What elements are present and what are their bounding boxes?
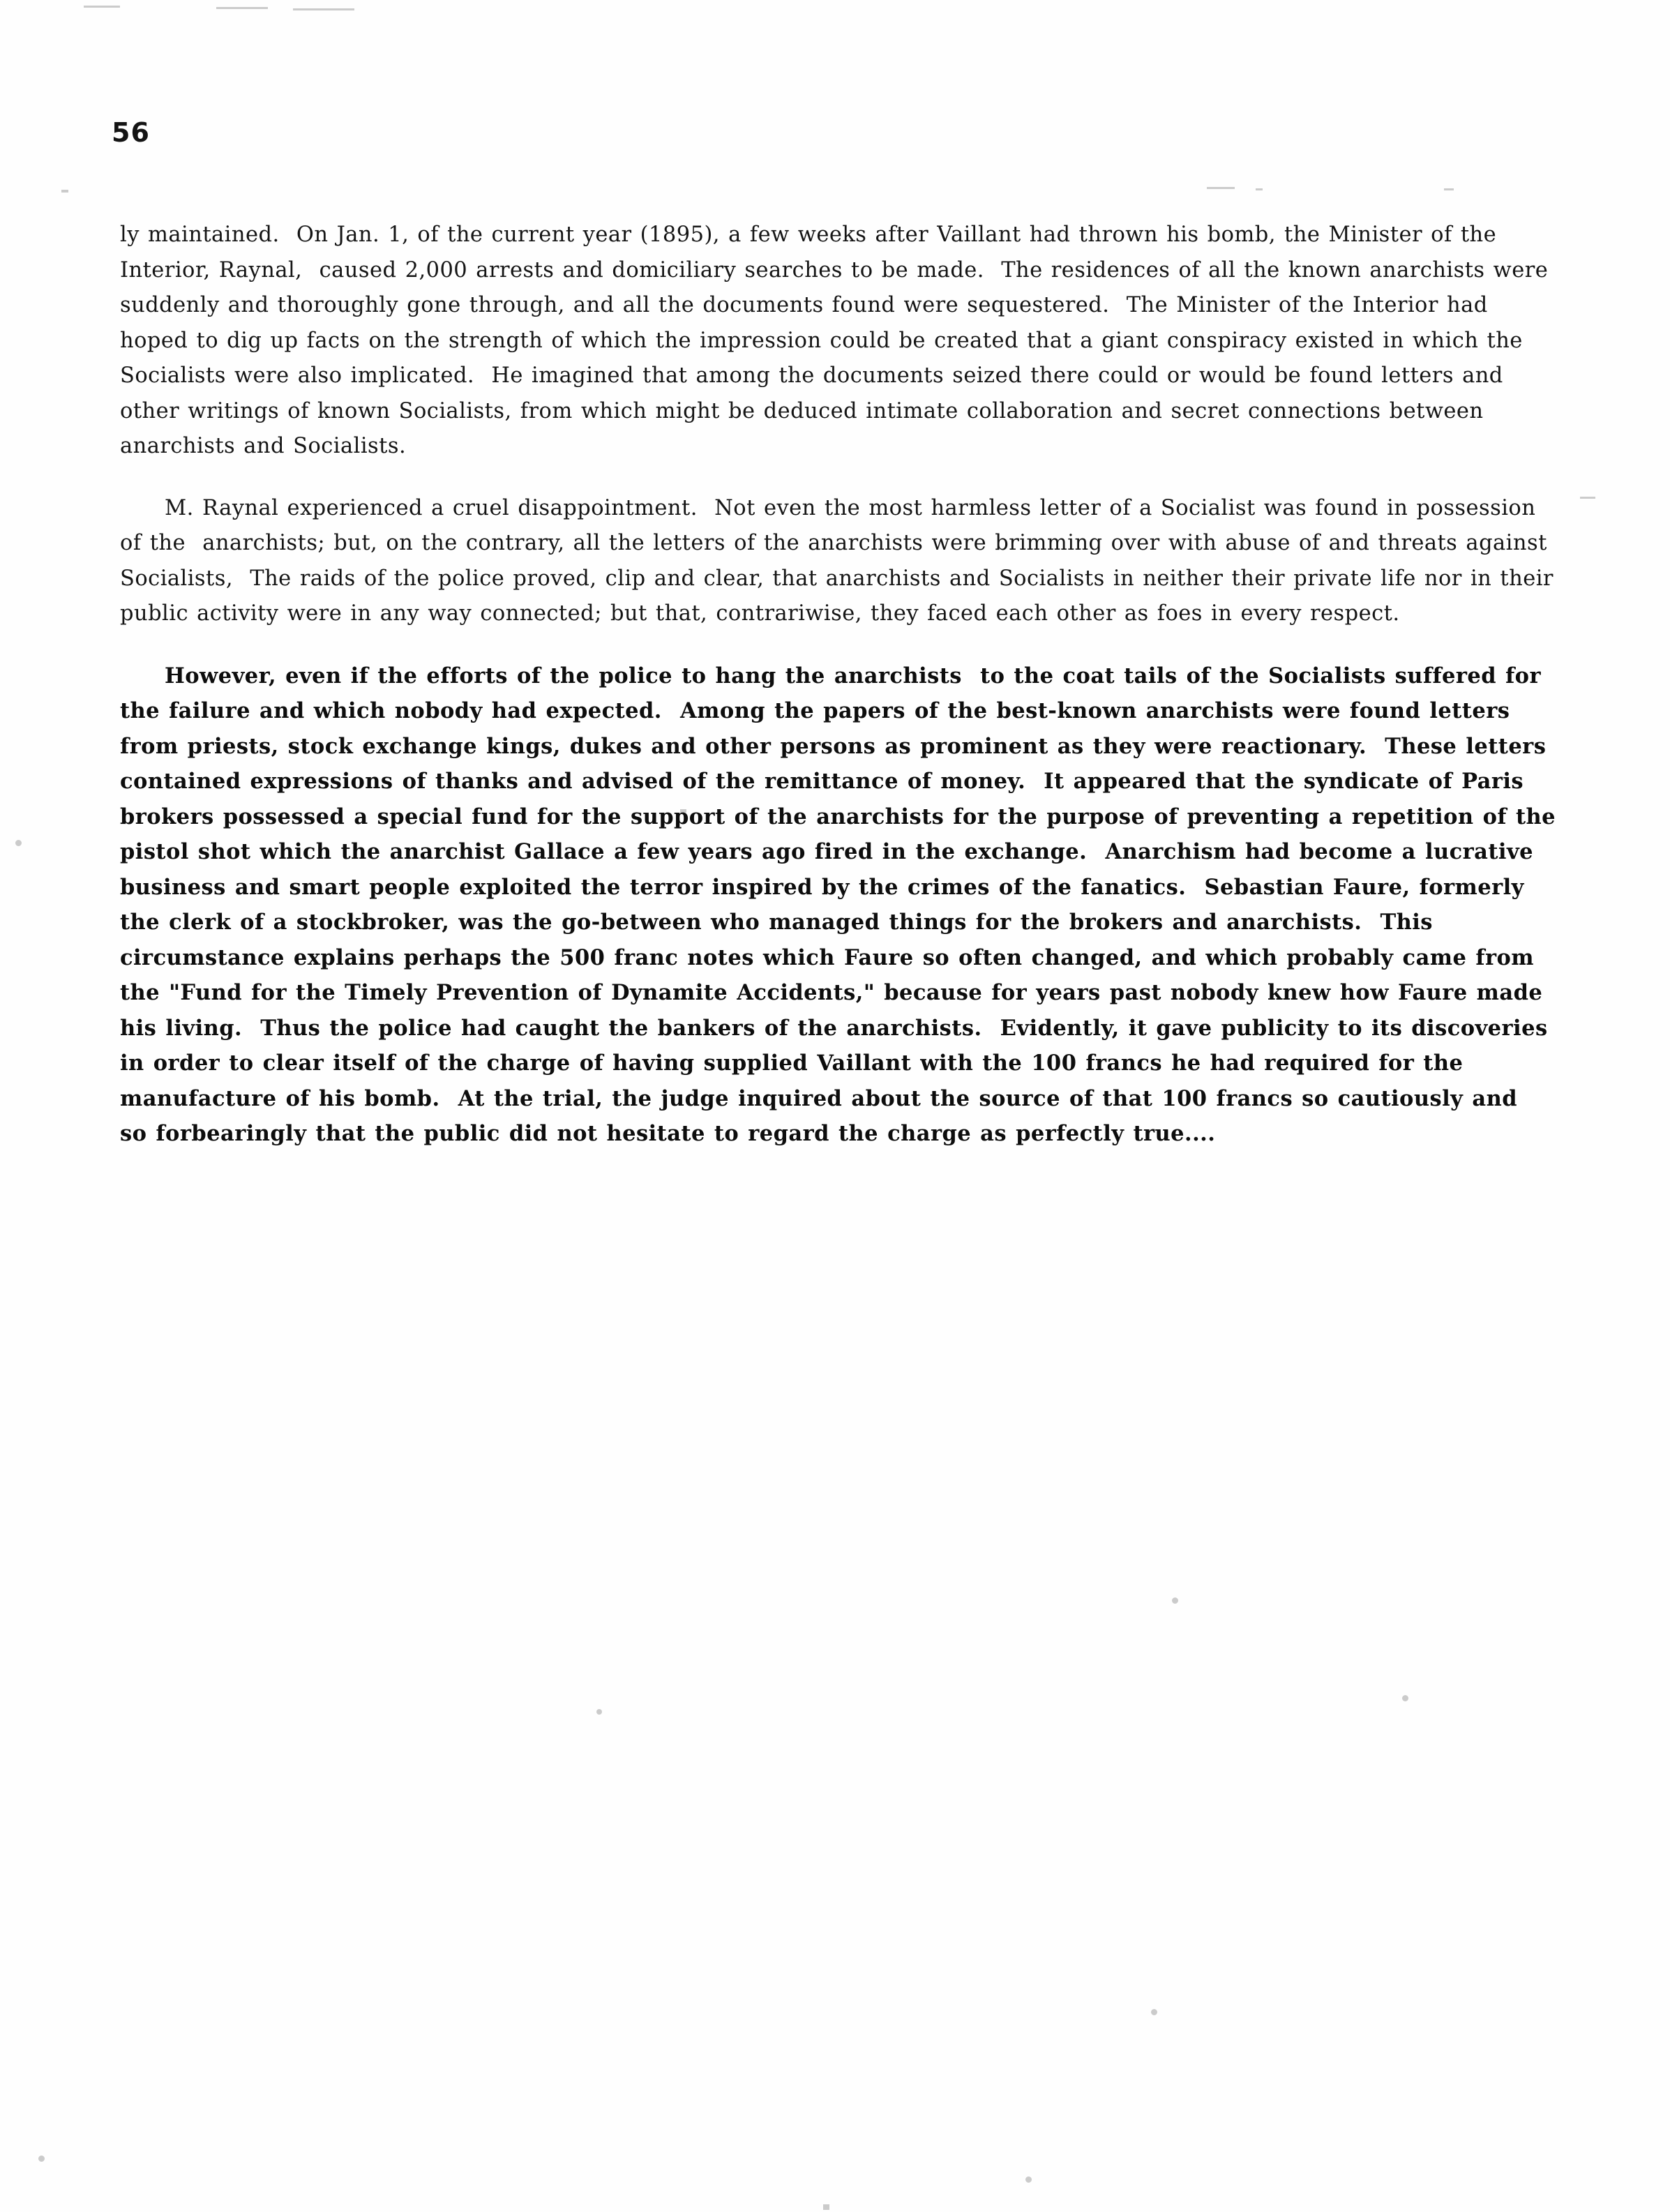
body-text — [120, 218, 1565, 1152]
paragraph-2: M. Raynal experienced a cruel disappointment. Not even the most harmless letter of a Socialist was found in possession of the anarchists; but, on the contrary, all the letters of the anarchists were brimming over with abuse of and threats against Socialists, The raids of the police proved, clip and clear, that anarchists and Socialists in neither their private life nor in their public activity were in any way connected; but that, contrariwise, they faced each other as foes in every respect. — [120, 495, 1563, 626]
paragraph-1: ly maintained. On Jan. 1, of the current year (1895), a few weeks after Vaillant had thrown his bomb, the Minister of the Interior, Raynal, caused 2,000 arrests and domiciliary searches to be made. The residences of all the known anarchists were suddenly and thoroughly gone through, and all the documents found were sequestered. The Minister of the Interior had hoped to dig up facts on the strength of which the impression could be created that a giant conspiracy existed in which the Socialists were also implicated. He imagined that among the documents seized there could or would be found letters and other writings of known Socialists, from which might be deduced intimate collaboration and secret connections between anarchists and Socialists. — [120, 223, 1557, 458]
scan-artifact — [823, 2204, 829, 2210]
scan-artifact — [38, 2155, 45, 2162]
scan-artifact — [61, 190, 68, 193]
page-number: 56 — [112, 117, 150, 148]
paragraph-3: However, even if the efforts of the police to hang the anarchists to the coat tails of the Socialists suffered for the failure and which nobody had expected. Among the papers of the best-known anarchists were found letters from priests, stock exchange kings, dukes and other persons as prominent as they were reactionary. These letters contained expressions of thanks and advised of the remittance of money. It appeared that the syndicate of Paris brokers possessed a special fund for the support of the anarchists for the purpose of preventing a repetition of the pistol shot which the anarchist Gallace a few years ago fired in the exchange. Anarchism had become a lucrative business and smart people exploited the terror inspired by the crimes of the fanatics. Sebastian Faure, formerly the clerk of a stockbroker, was the go-between who managed things for the brokers and anarchists. This circumstance explains perhaps the 500 franc notes which Faure so often changed, and which probably came from the "Fund for the Timely Prevention of Dynamite Accidents," because for years past nobody knew how Faure made his living. Thus the police had caught the bankers of the anarchists. Evidently, it gave publicity to its discoveries in order to clear itself of the charge of having supplied Vaillant with the 100 francs he had required for the manufacture of his bomb. At the trial, the judge inquired about the source of that 100 francs so cautiously and so forbearingly that the public did not hesitate to regard the charge as perfectly true.... — [120, 663, 1565, 1146]
scan-artifact — [15, 840, 22, 846]
scan-artifact — [293, 8, 354, 10]
scan-artifact — [596, 1709, 602, 1715]
scan-artifact — [1256, 188, 1263, 190]
scan-artifact — [216, 7, 268, 9]
scan-artifact — [1402, 1695, 1408, 1701]
scan-artifact — [1151, 2009, 1157, 2015]
scan-artifact — [1580, 497, 1595, 499]
scan-artifact — [1444, 188, 1454, 190]
scan-artifact — [1207, 187, 1235, 189]
scan-artifact — [84, 6, 120, 8]
scan-artifact — [1025, 2176, 1032, 2183]
scan-artifact — [1172, 1597, 1178, 1604]
